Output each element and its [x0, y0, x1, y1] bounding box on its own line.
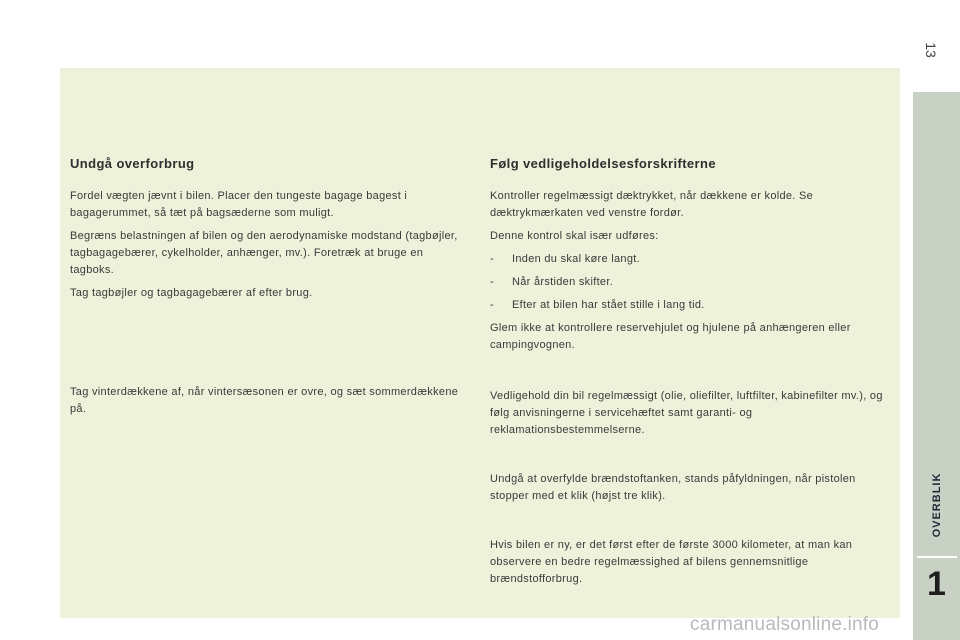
paragraph-weight-distribution: Fordel vægten jævnt i bilen. Placer den tungeste bagage bagest i bagagerummet, så tæt på bagsæderne som muligt.: [70, 190, 408, 219]
paragraph-tyre-pressure: Kontroller regelmæssigt dæktrykket, når dækkene er kolde. Se dæktrykmærkaten ved venstre fordør.: [490, 190, 814, 219]
paragraph-limit-load: Begræns belastningen af bilen og den aerodynamiske modstand (tagbøjler, tagbagagebærer, cykelholder, anhænger, mv.). Foretræk at bruge en tagboks.: [70, 230, 458, 276]
paragraph-check-intro: Denne kontrol skal især udføres:: [490, 230, 659, 242]
page-number: 13: [923, 42, 939, 58]
paragraph-service: Vedligehold din bil regelmæssigt (olie, oliefilter, luftfilter, kabinefilter mv.), og følg anvisningerne i servicehæftet samt garanti- og reklamationsbestemmelserne.: [490, 390, 883, 436]
tab-divider: [917, 556, 957, 558]
heading-maintenance: Følg vedligeholdelsesforskrifterne: [490, 156, 716, 171]
list-item: [490, 297, 890, 314]
paragraph-remove-roof-bars: Tag tagbøjler og tagbagagebærer af efter brug.: [70, 287, 313, 299]
dash-icon: -: [490, 299, 494, 311]
right-column: [490, 156, 890, 594]
paragraph-refuel: Undgå at overfylde brændstoftanken, stands påfyldningen, når pistolen stopper med et klik (højst tre klik).: [490, 473, 856, 502]
paragraph-spare-wheel: Glem ikke at kontrollere reservehjulet og hjulene på anhængeren eller campingvognen.: [490, 322, 851, 351]
list-item-text: Efter at bilen har stået stille i lang tid.: [512, 299, 705, 311]
paragraph-winter-tyres: Tag vinterdækkene af, når vintersæsonen er ovre, og sæt sommerdækkene på.: [70, 386, 459, 415]
list-item: [490, 274, 890, 291]
content-panel: [60, 68, 900, 618]
chapter-tab-label: OVERBLIK: [931, 472, 943, 538]
watermark: carmanualsonline.info: [690, 614, 880, 635]
list-item-text: Når årstiden skifter.: [512, 276, 614, 288]
dash-icon: -: [490, 253, 494, 265]
paragraph-new-car: Hvis bilen er ny, er det først efter de første 3000 kilometer, at man kan observere en bedre regelmæssighed af bilens gennemsnitlige brændstofforbrug.: [490, 539, 853, 585]
heading-avoid-overconsumption: Undgå overforbrug: [70, 156, 195, 171]
left-column: [70, 156, 470, 424]
list-item: [490, 251, 890, 268]
dash-icon: -: [490, 276, 494, 288]
list-item-text: Inden du skal køre langt.: [512, 253, 640, 265]
chapter-number: 1: [927, 565, 946, 603]
